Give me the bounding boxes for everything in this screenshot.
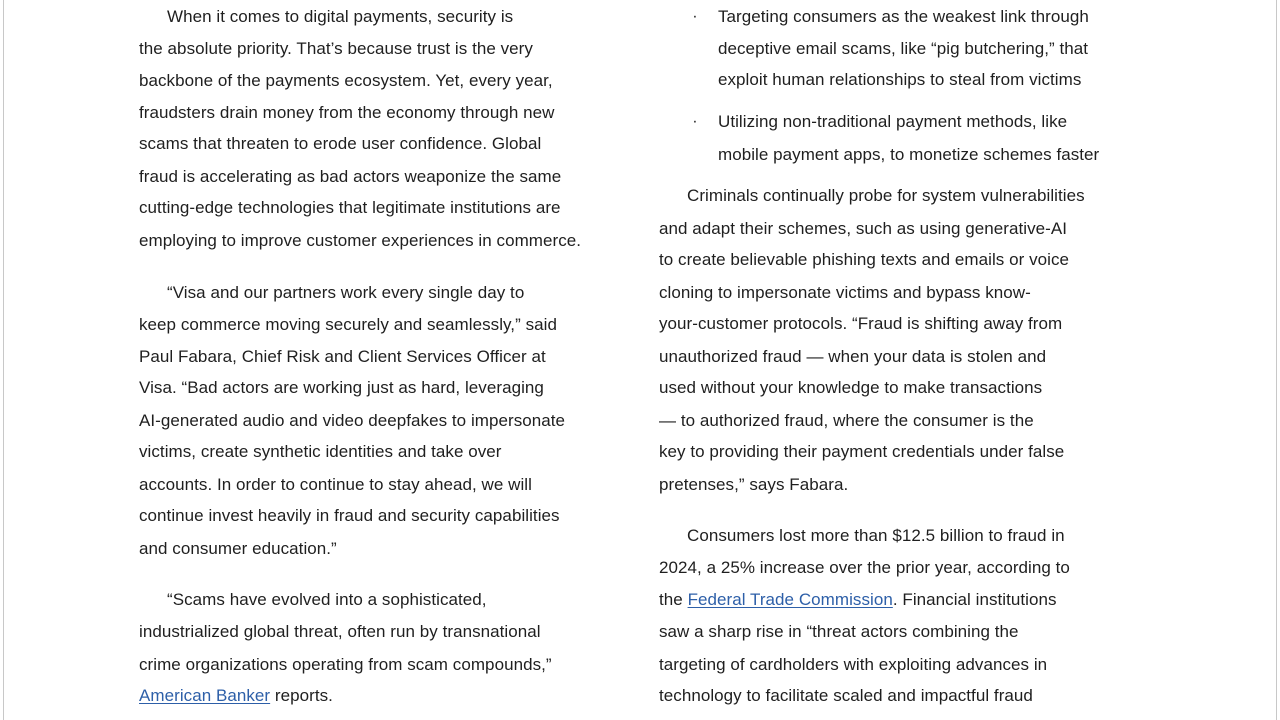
paragraph-line: crime organizations operating from scam compounds,” (139, 655, 552, 674)
paragraph-line: When it comes to digital payments, security is (167, 7, 514, 26)
paragraph-line: key to providing their payment credentials under false (659, 442, 1065, 461)
paragraph-line (659, 590, 1057, 610)
paragraph-line: industrialized global threat, often run by transnational (139, 622, 541, 641)
page-border-right (1276, 0, 1277, 720)
paragraph-line: and adapt their schemes, such as using generative-AI (659, 219, 1068, 238)
paragraph-line: “Visa and our partners work every single day to (167, 283, 525, 302)
paragraph-line: and consumer education.” (139, 539, 337, 558)
bullet-line: Targeting consumers as the weakest link through (718, 7, 1089, 26)
paragraph-line: your-customer protocols. “Fraud is shifting away from (659, 314, 1063, 333)
paragraph-line: backbone of the payments ecosystem. Yet, every year, (139, 71, 553, 90)
paragraph-line: 2024, a 25% increase over the prior year, according to (659, 558, 1070, 577)
bullet-dot-icon: · (692, 113, 698, 130)
paragraph-line (139, 686, 333, 706)
paragraph-line: — to authorized fraud, where the consumer is the (659, 411, 1034, 430)
paragraph-line: cutting-edge technologies that legitimate institutions are (139, 198, 561, 217)
paragraph-line: cloning to impersonate victims and bypass know- (659, 283, 1031, 302)
paragraph-line: continue invest heavily in fraud and security capabilities (139, 506, 560, 525)
paragraph-line: victims, create synthetic identities and take over (139, 442, 502, 461)
paragraph-line: scams that threaten to erode user confidence. Global (139, 134, 542, 153)
paragraph-line: Consumers lost more than $12.5 billion to fraud in (687, 526, 1065, 545)
paragraph-line: employing to improve customer experiences in commerce. (139, 231, 582, 250)
paragraph-line: saw a sharp rise in “threat actors combining the (659, 622, 1019, 641)
paragraph-line: used without your knowledge to make transactions (659, 378, 1043, 397)
paragraph-line: keep commerce moving securely and seamlessly,” said (139, 315, 557, 334)
paragraph-line: Criminals continually probe for system vulnerabilities (687, 186, 1085, 205)
paragraph-line: Paul Fabara, Chief Risk and Client Services Officer at (139, 347, 546, 366)
paragraph-text: the (659, 590, 688, 609)
bullet-line: mobile payment apps, to monetize schemes faster (718, 145, 1100, 164)
paragraph-line: accounts. In order to continue to stay ahead, we will (139, 475, 532, 494)
federal-trade-commission-link[interactable]: Federal Trade Commission (687, 590, 893, 609)
paragraph-line: fraud is accelerating as bad actors weaponize the same (139, 167, 562, 186)
paragraph-line: unauthorized fraud — when your data is stolen and (659, 347, 1047, 366)
paragraph-line: the absolute priority. That’s because trust is the very (139, 39, 533, 58)
paragraph-text: . Financial institutions (892, 590, 1057, 609)
bullet-line: Utilizing non-traditional payment methods, like (718, 112, 1068, 131)
paragraph-line: “Scams have evolved into a sophisticated, (167, 590, 487, 609)
paragraph-line: pretenses,” says Fabara. (659, 475, 849, 494)
paragraph-line: targeting of cardholders with exploiting advances in (659, 655, 1048, 674)
american-banker-link[interactable]: American Banker (139, 686, 271, 705)
paragraph-line: to create believable phishing texts and emails or voice (659, 250, 1070, 269)
paragraph-line: technology to facilitate scaled and impactful fraud (659, 686, 1033, 705)
paragraph-line: Visa. “Bad actors are working just as hard, leveraging (139, 378, 544, 397)
paragraph-line: fraudsters drain money from the economy through new (139, 103, 555, 122)
page-border-left (3, 0, 4, 720)
bullet-line: deceptive email scams, like “pig butchering,” that (718, 39, 1089, 58)
paragraph-line: AI-generated audio and video deepfakes to impersonate (139, 411, 566, 430)
paragraph-text: reports. (270, 686, 333, 705)
bullet-dot-icon: · (692, 8, 698, 25)
bullet-line: exploit human relationships to steal from victims (718, 70, 1082, 89)
